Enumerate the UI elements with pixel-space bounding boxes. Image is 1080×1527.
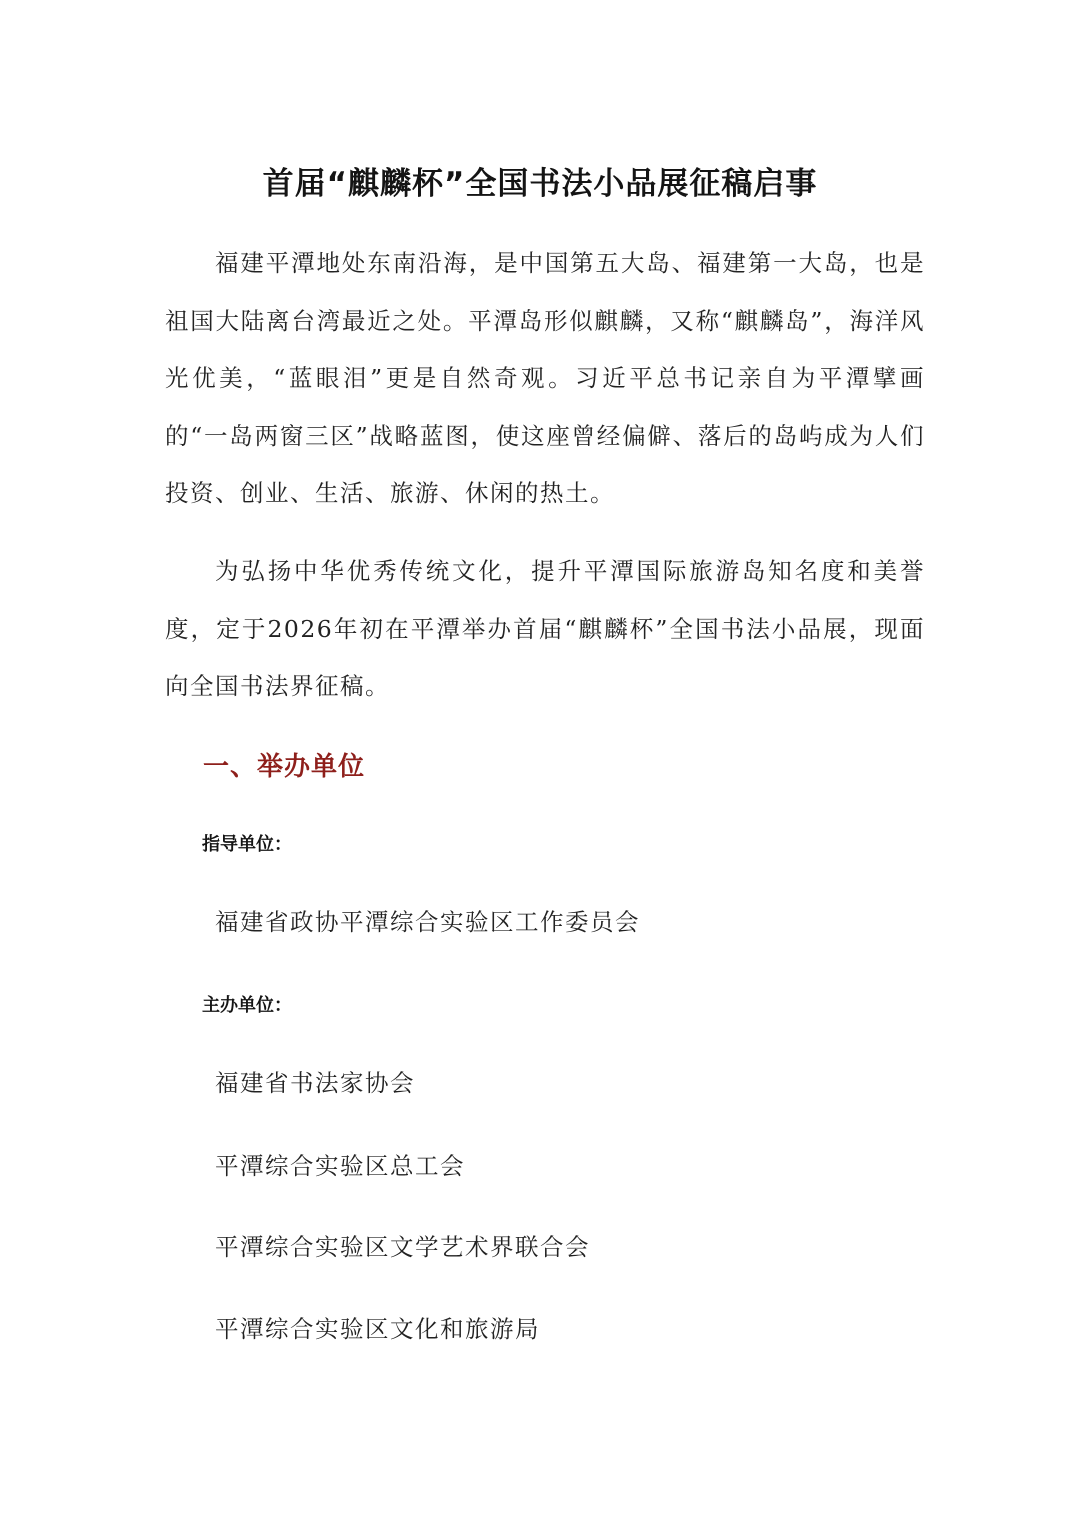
host-unit-item: 平潭综合实验区总工会	[215, 1152, 465, 1180]
guiding-unit-label: 指导单位：	[202, 834, 292, 855]
purpose-paragraph: 为弘扬中华优秀传统文化，提升平潭国际旅游岛知名度和美誉度，定于2026年初在平潭举办首届“麒麟杯”全国书法小品展，现面向全国书法界征稿。	[165, 557, 925, 700]
guiding-unit-item: 福建省政协平潭综合实验区工作委员会	[215, 908, 640, 936]
host-unit-item: 福建省书法家协会	[215, 1069, 415, 1097]
host-unit-label: 主办单位：	[202, 995, 292, 1016]
intro-paragraph: 福建平潭地处东南沿海，是中国第五大岛、福建第一大岛，也是祖国大陆离台湾最近之处。平潭岛形似麒麟，又称“麒麟岛”，海洋风光优美，“蓝眼泪”更是自然奇观。习近平总书记亲自为平潭擘画的“一岛两窗三区”战略蓝图，使这座曾经偏僻、落后的岛屿成为人们投资、创业、生活、旅游、休闲的热土。	[165, 249, 925, 507]
section-heading-organizers: 一、举办单位	[203, 752, 366, 782]
host-unit-item: 平潭综合实验区文化和旅游局	[215, 1315, 540, 1343]
host-unit-item: 平潭综合实验区文学艺术界联合会	[215, 1233, 590, 1261]
document-title: 首届“麒麟杯”全国书法小品展征稿启事	[262, 166, 818, 202]
